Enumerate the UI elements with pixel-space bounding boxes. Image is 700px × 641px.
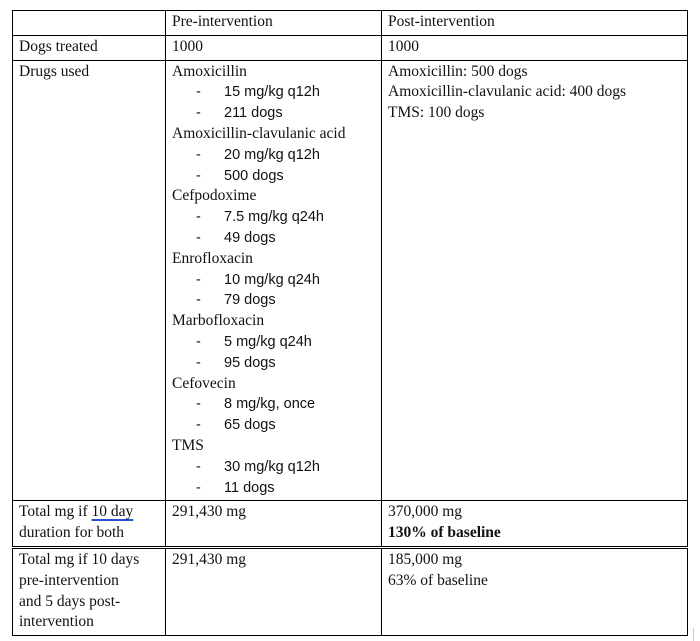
total-10-day-row bbox=[13, 501, 688, 548]
post-total-10-day-value bbox=[382, 501, 688, 548]
header-post-intervention: Post-intervention bbox=[382, 11, 688, 36]
drug-dogs-item: - 11 dogs bbox=[196, 479, 275, 496]
label-line: pre-intervention bbox=[19, 571, 119, 589]
pre-total-10-day-value: 291,430 mg bbox=[166, 501, 382, 548]
drug-dose-item: - 30 mg/kg q12h bbox=[196, 458, 320, 475]
post-dogs-treated-value: 1000 bbox=[382, 35, 688, 60]
post-total-mg: 185,000 mg bbox=[388, 550, 463, 568]
post-drug-line: Amoxicillin-clavulanic acid: 400 dogs bbox=[388, 83, 627, 101]
post-drugs-list bbox=[382, 60, 688, 501]
header-row bbox=[13, 11, 688, 36]
drug-dogs-item: - 79 dogs bbox=[196, 292, 276, 309]
row-label-dogs-treated: Dogs treated bbox=[13, 35, 166, 60]
row-label-total-mixed bbox=[13, 547, 166, 635]
drug-name: Cefovecin bbox=[172, 374, 236, 392]
drug-name: Enrofloxacin bbox=[172, 249, 253, 267]
drug-dose-item: - 20 mg/kg q12h bbox=[196, 146, 320, 163]
label-underlined-text: 10 day bbox=[91, 503, 134, 521]
drug-dogs-item: - 95 dogs bbox=[196, 354, 276, 371]
row-label-drugs-used: Drugs used bbox=[13, 60, 166, 501]
post-drug-line: Amoxicillin: 500 dogs bbox=[388, 62, 528, 80]
antibiotic-usage-table bbox=[12, 10, 688, 636]
label-line: and 5 days post- bbox=[19, 592, 121, 610]
drug-dogs-item: - 65 dogs bbox=[196, 417, 276, 434]
pre-total-mixed-value: 291,430 mg bbox=[166, 547, 382, 635]
post-total-mixed-value bbox=[382, 547, 688, 635]
label-text-before: Total mg if bbox=[19, 503, 92, 521]
row-label-total-10-day bbox=[13, 501, 166, 548]
label-line: Total mg if 10 days bbox=[19, 550, 140, 568]
drug-dogs-item: - 500 dogs bbox=[196, 167, 284, 184]
drug-dose-item: - 5 mg/kg q24h bbox=[196, 333, 312, 350]
pre-drugs-list bbox=[166, 60, 382, 501]
post-percent-baseline: 130% of baseline bbox=[388, 524, 501, 542]
total-mixed-duration-row bbox=[13, 547, 688, 635]
drug-dogs-item: - 211 dogs bbox=[196, 105, 283, 122]
drug-dose-item: - 8 mg/kg, once bbox=[196, 396, 316, 413]
drugs-used-row bbox=[13, 60, 688, 501]
drug-dose-item: - 15 mg/kg q12h bbox=[196, 84, 320, 101]
drug-dogs-item: - 49 dogs bbox=[196, 229, 276, 246]
label-line: intervention bbox=[19, 613, 94, 631]
drug-dose-item: - 10 mg/kg q24h bbox=[196, 271, 320, 288]
page-edge-divider bbox=[693, 628, 700, 641]
post-total-mg: 370,000 mg bbox=[388, 503, 463, 521]
drug-name: Marbofloxacin bbox=[172, 312, 265, 330]
post-drug-line: TMS: 100 dogs bbox=[388, 104, 485, 122]
label-text-after: duration for both bbox=[19, 524, 125, 542]
drug-name: TMS bbox=[172, 436, 204, 454]
drug-name: Cefpodoxime bbox=[172, 187, 257, 205]
drug-name: Amoxicillin bbox=[172, 62, 247, 80]
post-percent-baseline: 63% of baseline bbox=[388, 571, 488, 589]
dogs-treated-row bbox=[13, 35, 688, 60]
header-pre-intervention: Pre-intervention bbox=[166, 11, 382, 36]
drug-name: Amoxicillin-clavulanic acid bbox=[172, 124, 346, 142]
drug-dose-item: - 7.5 mg/kg q24h bbox=[196, 209, 324, 226]
header-empty-cell bbox=[13, 11, 166, 36]
pre-dogs-treated-value: 1000 bbox=[166, 35, 382, 60]
